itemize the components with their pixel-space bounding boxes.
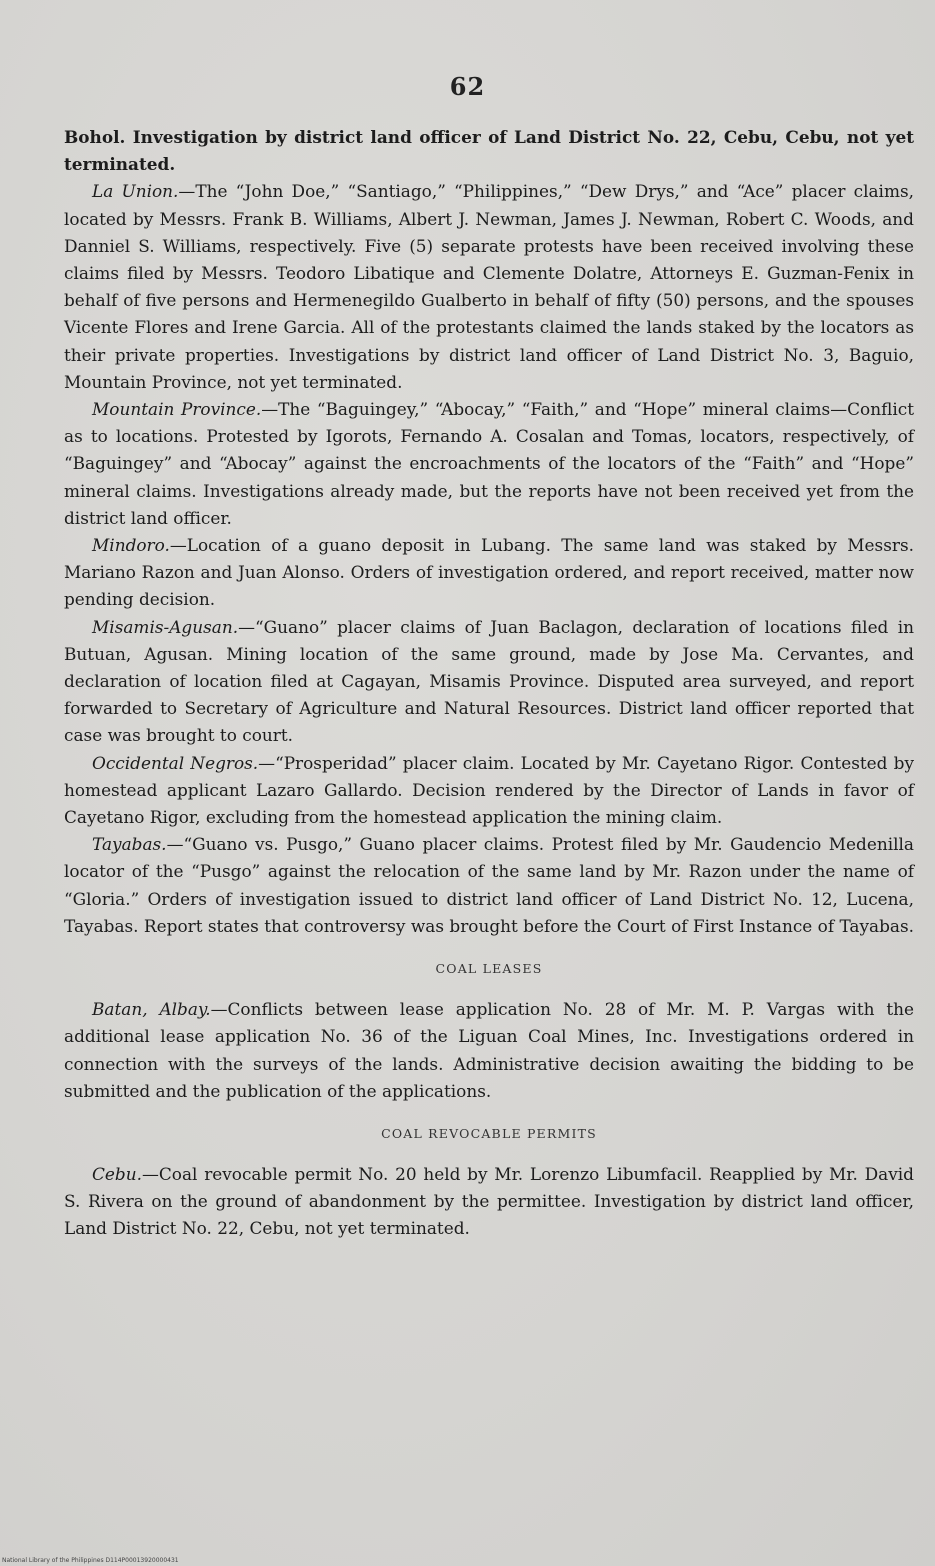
paragraph-batan-albay <box>64 996 914 1105</box>
paragraph-text: —The “John Doe,” “Santiago,” “Philippines,” “Dew Drys,” and “Ace” placer claims, located by Messrs. Frank B. Williams, Albert J. Newman, James J. Newman, Robert C. Woods, and Danniel S. Williams, respectively. Five (5) separate protests have been received involving these claims filed by Messrs. Teodoro Libatique and Clemente Dolatre, Attorneys E. Guzman-Fenix in behalf of five persons and Hermenegildo Gualberto in behalf of fifty (50) persons, and the spouses Vicente Flores and Irene Garcia. All of the protestants claimed the lands staked by the locators as their private properties. Investigations by district land officer of Land District No. 3, Baguio, Mountain Province, not yet terminated. <box>64 181 914 392</box>
paragraph-occidental-negros <box>64 750 914 832</box>
paragraph-text: —Coal revocable permit No. 20 held by Mr. Lorenzo Libumfacil. Reapplied by Mr. David S. Rivera on the ground of abandonment by the permittee. Investigation by district land officer, Land District No. 22, Cebu, not yet terminated. <box>64 1163 914 1239</box>
place-name: La Union. <box>92 181 179 202</box>
page-body <box>64 124 914 1243</box>
library-credit: National Library of the Philippines D114P00013920000431 <box>2 1557 179 1564</box>
paragraph-text: Bohol. Investigation by district land officer of Land District No. 22, Cebu, Cebu, not yet terminated. <box>64 127 914 175</box>
place-name: Occidental Negros. <box>92 752 259 773</box>
place-name: Tayabas. <box>92 834 167 855</box>
section-heading-coal-revocable-permits: COAL REVOCABLE PERMITS <box>381 1125 597 1141</box>
paragraph-text: —Conflicts between lease application No. 28 of Mr. M. P. Vargas with the additional lease application No. 36 of the Liguan Coal Mines, Inc. Investigations ordered in connection with the surveys of the lands. Administrative decision awaiting the bidding to be submitted and the publication of the applications. <box>64 999 915 1101</box>
page-number: 62 <box>449 72 486 101</box>
paragraph-text: —The “Baguingey,” “Abocay,” “Faith,” and “Hope” mineral claims—Conflict as to locations. Protested by Igorots, Fernando A. Cosalan and Tomas, locators, respectively, of “Baguingey” and “Abocay” against the encroachments of the locators of the “Faith” and “Hope” mineral claims. Investigations already made, but the reports have not been received yet from the district land officer. <box>64 399 914 528</box>
place-name: Mountain Province. <box>92 399 262 420</box>
place-name: Batan, Albay. <box>92 999 211 1020</box>
paragraph-mountain-province <box>64 396 914 532</box>
place-name: Cebu. <box>92 1163 142 1184</box>
paragraph-cebu <box>64 1161 914 1243</box>
paragraph-tayabas <box>64 831 914 940</box>
place-name: Mindoro. <box>92 535 170 556</box>
paragraph-bohol <box>64 124 914 178</box>
paragraph-text: —“Guano” placer claims of Juan Baclagon, declaration of locations filed in Butuan, Agusan. Mining location of the same ground, made by Jose Ma. Cervantes, and declaration of location filed at Cagayan, Misamis Province. Disputed area surveyed, and report forwarded to Secretary of Agriculture and Natural Resources. District land officer reported that case was brought to court. <box>64 616 914 746</box>
paragraph-misamis-agusan <box>64 614 914 750</box>
paragraph-la-union <box>64 178 914 396</box>
place-name: Misamis-Agusan. <box>92 616 239 637</box>
paragraph-mindoro <box>64 532 914 614</box>
paragraph-text: —“Guano vs. Pusgo,” Guano placer claims. Protest filed by Mr. Gaudencio Medenilla locator of the “Pusgo” against the relocation of the same land by Mr. Razon under the name of “Gloria.” Orders of investigation issued to district land officer of Land District No. 12, Lucena, Tayabas. Report states that controversy was brought before the Court of First Instance of Tayabas. <box>64 834 914 936</box>
paragraph-text: —“Prosperidad” placer claim. Located by Mr. Cayetano Rigor. Contested by homestead applicant Lazaro Gallardo. Decision rendered by the Director of Lands in favor of Cayetano Rigor, excluding from the homestead application the mining claim. <box>64 752 914 828</box>
section-heading-coal-leases: COAL LEASES <box>435 961 543 977</box>
paragraph-text: —Location of a guano deposit in Lubang. The same land was staked by Messrs. Mariano Razon and Juan Alonso. Orders of investigation ordered, and report received, matter now pending decision. <box>64 535 914 610</box>
